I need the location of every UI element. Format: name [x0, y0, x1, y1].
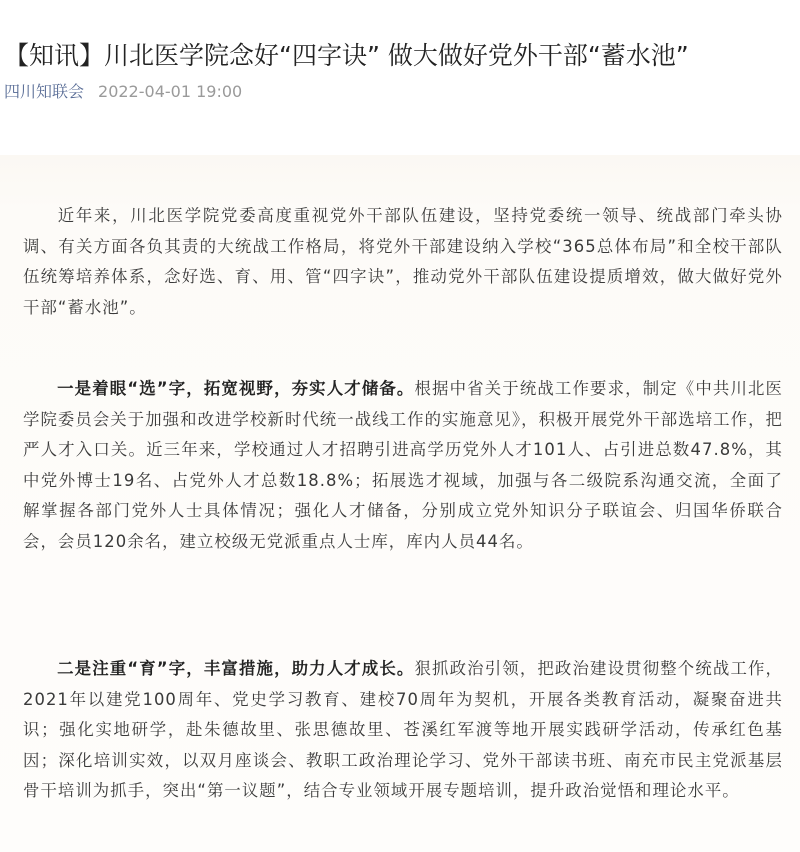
paragraph-text: 根据中省关于统战工作要求，制定《中共川北医学院委员会关于加强和改进学校新时代统一战线工作的实施意见》，积极开展党外干部选培工作，把严人才入口关。近三年来，学校通过人才招聘引进高学历党外人才101人、占引进总数47.8%，其中党外博士19名、占党外人才总数18.8%；拓展选才视域，加强与各二级院系沟通交流，全面了解掌握各部门党外人士具体情况；强化人才储备，分别成立党外知识分子联谊会、归国华侨联合会，会员120余名，建立校级无党派重点人士库，库内人员44名。 [23, 379, 783, 551]
account-name-link[interactable]: 四川知联会 [4, 82, 85, 101]
publish-date: 2022-04-01 19:00 [98, 82, 243, 101]
paragraph-text: 近年来，川北医学院党委高度重视党外干部队伍建设，坚持党委统一领导、统战部门牵头协调、有关方面各负其责的大统战工作格局，将党外干部建设纳入学校“365总体布局”和全校干部队伍统筹培养体系，念好选、育、用、管“四字诀”，推动党外干部队伍建设提质增效，做大做好党外干部“蓄水池”。 [23, 206, 783, 317]
paragraph-cultivate [23, 654, 783, 807]
paragraph-intro [23, 201, 783, 323]
paragraph-lead: 二是注重“育”字，丰富措施，助力人才成长。 [57, 659, 415, 678]
article-meta [4, 80, 242, 104]
paragraph-text: 狠抓政治引领，把政治建设贯彻整个统战工作，2021年以建党100周年、党史学习教育、建校70周年为契机，开展各类教育活动，凝聚奋进共识；强化实地研学，赴朱德故里、张思德故里、苍溪红军渡等地开展实践研学活动，传承红色基因；深化培训实效，以双月座谈会、教职工政治理论学习、党外干部读书班、南充市民主党派基层骨干培训为抓手，突出“第一议题”，结合专业领域开展专题培训，提升政治觉悟和理论水平。 [23, 659, 783, 801]
paragraph-select [23, 374, 783, 558]
paragraph-lead: 一是着眼“选”字，拓宽视野，夯实人才储备。 [57, 379, 415, 398]
article-title: 【知讯】川北医学院念好“四字诀” 做大做好党外干部“蓄水池” [4, 40, 689, 70]
